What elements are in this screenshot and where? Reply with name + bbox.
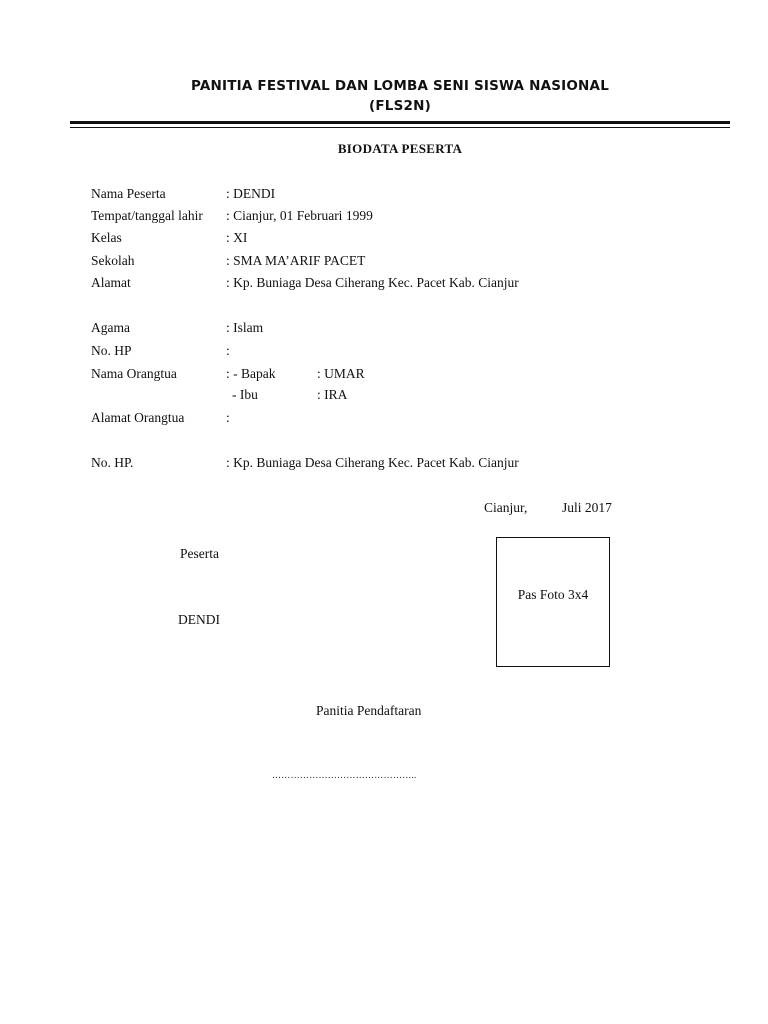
field-value-no-hp: :: [226, 343, 230, 358]
field-value-bapak-label: : - Bapak: [226, 366, 276, 381]
field-value-sekolah: : SMA MA’ARIF PACET: [226, 253, 366, 268]
photo-placeholder: [496, 537, 610, 667]
header-abbreviation: (FLS2N): [369, 98, 431, 114]
document-title: BIODATA PESERTA: [337, 141, 463, 156]
header-rule-thin: [70, 127, 730, 128]
field-label-nama-peserta: Nama Peserta: [91, 186, 166, 201]
field-value-ibu: : IRA: [317, 387, 348, 402]
field-value-agama: : Islam: [226, 320, 264, 335]
header-rule-thick: [70, 121, 730, 124]
field-value-bapak: : UMAR: [317, 366, 365, 381]
committee-label: Panitia Pendaftaran: [316, 703, 422, 718]
field-value-no-hp-orangtua: : Kp. Buniaga Desa Ciherang Kec. Pacet Kab. Cianjur: [226, 455, 519, 470]
field-value-kelas: : XI: [226, 230, 248, 245]
signature-date: Juli 2017: [562, 500, 612, 515]
photo-label: Pas Foto 3x4: [517, 587, 589, 602]
field-value-tempat-tanggal-lahir: : Cianjur, 01 Februari 1999: [226, 208, 373, 223]
field-value-alamat: : Kp. Buniaga Desa Ciherang Kec. Pacet Kab. Cianjur: [226, 275, 519, 290]
field-label-no-hp: No. HP: [91, 343, 132, 358]
field-label-agama: Agama: [91, 320, 130, 335]
participant-label: Peserta: [180, 546, 219, 561]
field-value-alamat-orangtua: :: [226, 410, 230, 425]
field-label-no-hp-orangtua: No. HP.: [91, 455, 134, 470]
header-organizer: PANITIA FESTIVAL DAN LOMBA SENI SISWA NASIONAL: [191, 78, 609, 94]
field-label-alamat: Alamat: [91, 275, 131, 290]
field-value-nama-peserta: : DENDI: [226, 186, 276, 201]
field-label-nama-orangtua: Nama Orangtua: [91, 366, 177, 381]
field-label-tempat-tanggal-lahir: Tempat/tanggal lahir: [91, 208, 203, 223]
participant-name: DENDI: [178, 612, 220, 627]
committee-signature-line: ………………………………………..: [272, 770, 417, 780]
field-label-kelas: Kelas: [91, 230, 122, 245]
field-label-alamat-orangtua: Alamat Orangtua: [91, 410, 185, 425]
signature-place: Cianjur,: [484, 500, 528, 515]
field-label-sekolah: Sekolah: [91, 253, 135, 268]
field-label-ibu: - Ibu: [232, 387, 258, 402]
